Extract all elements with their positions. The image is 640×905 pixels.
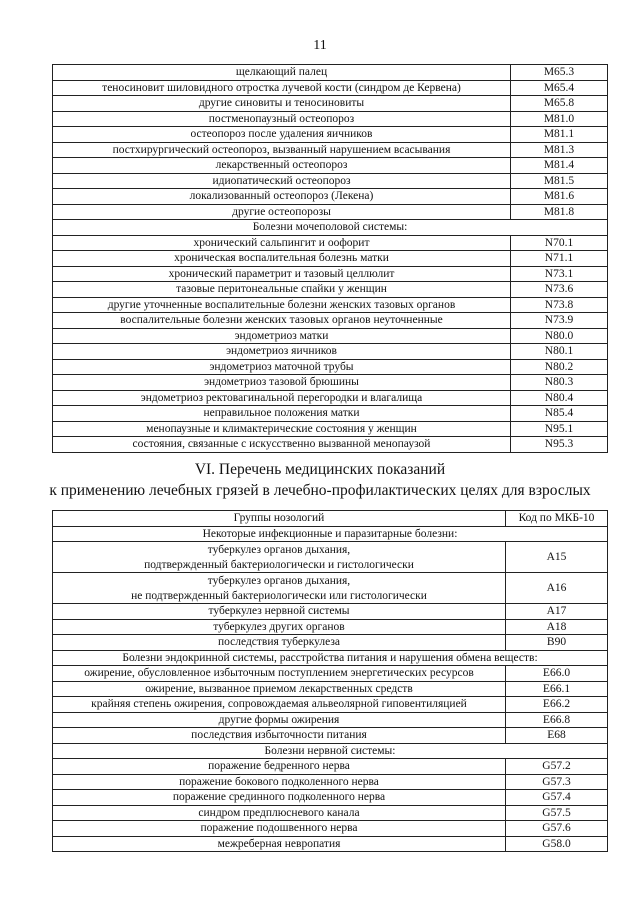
nosology-name: ожирение, обусловленное избыточным поступлением энергетических ресурсов: [53, 666, 506, 682]
group-heading-row: [53, 220, 608, 236]
icd-code: E66.8: [506, 712, 608, 728]
icd-code: E66.1: [506, 681, 608, 697]
icd-code: G57.3: [506, 774, 608, 790]
nosology-name: постхирургический остеопороз, вызванный нарушением всасывания: [53, 142, 511, 158]
table-row: [53, 406, 608, 422]
table-row: [53, 158, 608, 174]
nosology-name: крайняя степень ожирения, сопровождаемая альвеолярной гиповентиляцией: [53, 697, 506, 713]
icd-code: G57.2: [506, 759, 608, 775]
icd-code: N80.1: [511, 344, 608, 360]
table-row: [53, 573, 608, 604]
table-row: [53, 542, 608, 573]
icd-code: E66.2: [506, 697, 608, 713]
table-row: [53, 235, 608, 251]
nosology-name-line2: подтвержденный бактериологически и гистологически: [144, 558, 414, 571]
nosology-name: эндометриоз матки: [53, 328, 511, 344]
nosology-name: воспалительные болезни женских тазовых органов неуточненные: [53, 313, 511, 329]
nosology-name: хронический сальпингит и оофорит: [53, 235, 511, 251]
nosology-name: эндометриоз яичников: [53, 344, 511, 360]
diagnosis-table-continued: [52, 64, 608, 453]
icd-code: M81.4: [511, 158, 608, 174]
group-heading-row: [53, 743, 608, 759]
icd-code: M65.8: [511, 96, 608, 112]
table-row: [53, 619, 608, 635]
table-row: [53, 266, 608, 282]
table-row: [53, 697, 608, 713]
nosology-name: поражение бедренного нерва: [53, 759, 506, 775]
table-row: [53, 759, 608, 775]
group-heading: Болезни нервной системы:: [53, 743, 608, 759]
nosology-name: [53, 573, 506, 604]
nosology-name: эндометриоз маточной трубы: [53, 359, 511, 375]
icd-code: N73.8: [511, 297, 608, 313]
nosology-name: щелкающий палец: [53, 65, 511, 81]
icd-code: N95.3: [511, 437, 608, 453]
table-row: [53, 805, 608, 821]
table-row: [53, 251, 608, 267]
nosology-name: туберкулез других органов: [53, 619, 506, 635]
nosology-name: теносиновит шиловидного отростка лучевой кости (синдром де Кервена): [53, 80, 511, 96]
icd-code: A15: [506, 542, 608, 573]
table-row: [53, 712, 608, 728]
table-row: [53, 375, 608, 391]
mud-therapy-indications-table: [52, 510, 608, 852]
table-row: [53, 313, 608, 329]
icd-code: M65.4: [511, 80, 608, 96]
icd-code: M81.8: [511, 204, 608, 220]
icd-code: M81.0: [511, 111, 608, 127]
icd-code: N80.4: [511, 390, 608, 406]
table-row: [53, 635, 608, 651]
icd-code: E66.0: [506, 666, 608, 682]
icd-code: N73.1: [511, 266, 608, 282]
table-row: [53, 421, 608, 437]
nosology-name-line2: не подтвержденный бактериологически или гистологически: [131, 589, 427, 602]
icd-code: N73.9: [511, 313, 608, 329]
icd-code: M65.3: [511, 65, 608, 81]
nosology-name: поражение бокового подколенного нерва: [53, 774, 506, 790]
group-heading-row: [53, 526, 608, 542]
icd-code: N70.1: [511, 235, 608, 251]
section-title: [40, 459, 600, 501]
table-row: [53, 189, 608, 205]
page-number: 11: [313, 38, 327, 53]
icd-code: M81.3: [511, 142, 608, 158]
icd-code: E68: [506, 728, 608, 744]
table-row: [53, 328, 608, 344]
table-row: [53, 790, 608, 806]
table-row: [53, 80, 608, 96]
nosology-name: туберкулез нервной системы: [53, 604, 506, 620]
table-row: [53, 836, 608, 852]
nosology-name: идиопатический остеопороз: [53, 173, 511, 189]
nosology-name: другие синовиты и теносиновиты: [53, 96, 511, 112]
group-heading: Болезни эндокринной системы, расстройства питания и нарушения обмена веществ:: [53, 650, 608, 666]
icd-code: N95.1: [511, 421, 608, 437]
nosology-name-line1: туберкулез органов дыхания,: [207, 575, 351, 587]
table-row: [53, 359, 608, 375]
table-row: [53, 437, 608, 453]
nosology-name: поражение срединного подколенного нерва: [53, 790, 506, 806]
icd-code: N80.3: [511, 375, 608, 391]
table-row: [53, 204, 608, 220]
nosology-name-line1: туберкулез органов дыхания,: [207, 544, 351, 556]
table-row: [53, 297, 608, 313]
icd-code: A18: [506, 619, 608, 635]
table-row: [53, 604, 608, 620]
table-row: [53, 65, 608, 81]
section-title-line1: VI. Перечень медицинских показаний: [194, 461, 446, 478]
header-groups: Группы нозологий: [53, 511, 506, 527]
icd-code: G58.0: [506, 836, 608, 852]
section-title-line2: к применению лечебных грязей в лечебно-профилактических целях для взрослых: [49, 482, 591, 499]
nosology-name: тазовые перитонеальные спайки у женщин: [53, 282, 511, 298]
icd-code: N80.0: [511, 328, 608, 344]
nosology-name: состояния, связанные с искусственно вызванной менопаузой: [53, 437, 511, 453]
table-row: [53, 173, 608, 189]
header-code: Код по МКБ-10: [506, 511, 608, 527]
icd-code: N80.2: [511, 359, 608, 375]
nosology-name: синдром предплюсневого канала: [53, 805, 506, 821]
icd-code: N85.4: [511, 406, 608, 422]
nosology-name: последствия избыточности питания: [53, 728, 506, 744]
nosology-name: другие формы ожирения: [53, 712, 506, 728]
group-heading-row: [53, 650, 608, 666]
table-row: [53, 96, 608, 112]
table-row: [53, 142, 608, 158]
nosology-name: межреберная невропатия: [53, 836, 506, 852]
group-heading: Некоторые инфекционные и паразитарные болезни:: [53, 526, 608, 542]
icd-code: B90: [506, 635, 608, 651]
icd-code: A16: [506, 573, 608, 604]
icd-code: M81.1: [511, 127, 608, 143]
table-row: [53, 681, 608, 697]
nosology-name: [53, 542, 506, 573]
table-row: [53, 728, 608, 744]
nosology-name: хроническая воспалительная болезнь матки: [53, 251, 511, 267]
icd-code: N71.1: [511, 251, 608, 267]
nosology-name: другие уточненные воспалительные болезни женских тазовых органов: [53, 297, 511, 313]
table-row: [53, 821, 608, 837]
icd-code: A17: [506, 604, 608, 620]
nosology-name: локализованный остеопороз (Лекена): [53, 189, 511, 205]
icd-code: G57.5: [506, 805, 608, 821]
nosology-name: хронический параметрит и тазовый целлюлит: [53, 266, 511, 282]
nosology-name: поражение подошвенного нерва: [53, 821, 506, 837]
icd-code: M81.5: [511, 173, 608, 189]
nosology-name: неправильное положения матки: [53, 406, 511, 422]
nosology-name: ожирение, вызванное приемом лекарственных средств: [53, 681, 506, 697]
icd-code: N73.6: [511, 282, 608, 298]
table-row: [53, 282, 608, 298]
table-row: [53, 774, 608, 790]
group-heading: Болезни мочеполовой системы:: [53, 220, 608, 236]
table-row: [53, 111, 608, 127]
table-row: [53, 344, 608, 360]
nosology-name: лекарственный остеопороз: [53, 158, 511, 174]
icd-code: G57.4: [506, 790, 608, 806]
nosology-name: последствия туберкулеза: [53, 635, 506, 651]
table-row: [53, 127, 608, 143]
nosology-name: эндометриоз тазовой брюшины: [53, 375, 511, 391]
nosology-name: постменопаузный остеопороз: [53, 111, 511, 127]
table-header-row: [53, 511, 608, 527]
icd-code: M81.6: [511, 189, 608, 205]
nosology-name: остеопороз после удаления яичников: [53, 127, 511, 143]
nosology-name: менопаузные и климактерические состояния у женщин: [53, 421, 511, 437]
table-row: [53, 390, 608, 406]
nosology-name: эндометриоз ректовагинальной перегородки и влагалища: [53, 390, 511, 406]
nosology-name: другие остеопорозы: [53, 204, 511, 220]
icd-code: G57.6: [506, 821, 608, 837]
table-row: [53, 666, 608, 682]
